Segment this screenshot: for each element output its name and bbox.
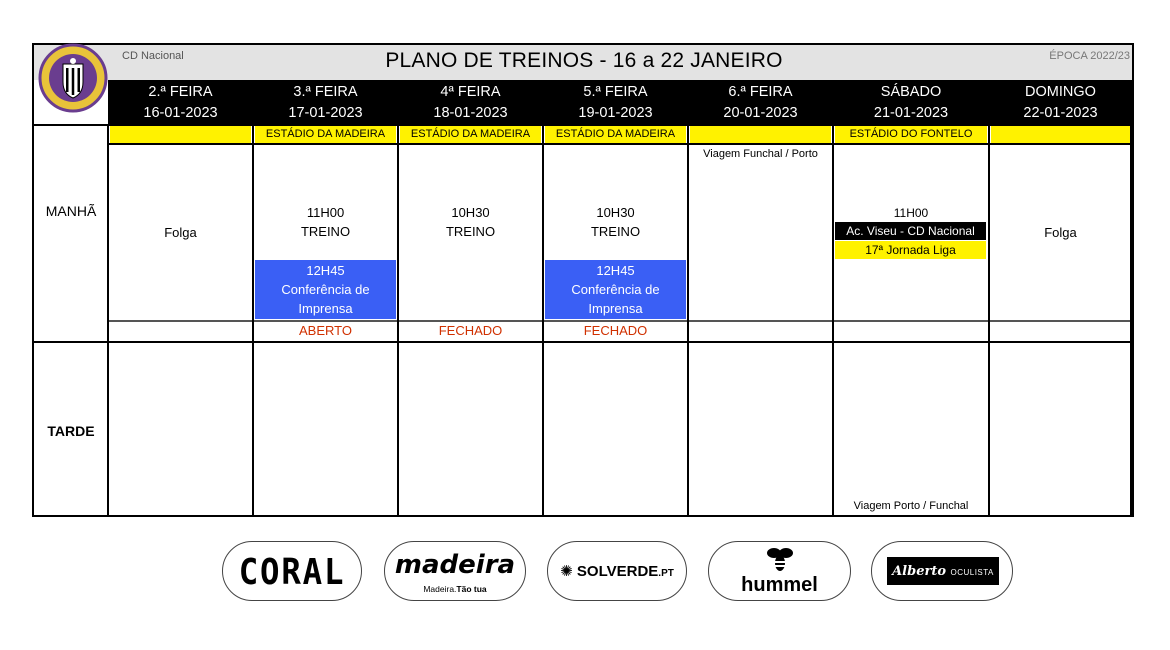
day-header-sun: DOMINGO 22-01-2023: [989, 80, 1132, 124]
venue-fri: [690, 126, 831, 143]
day-header-wed: 4ª FEIRA 18-01-2023: [398, 80, 543, 124]
tue-status: ABERTO: [299, 323, 352, 338]
season-label: ÉPOCA 2022/23: [1049, 50, 1130, 62]
tue-press-conference: 12H45 Conferência de Imprensa: [255, 260, 396, 319]
venue-mon: [110, 126, 251, 143]
venue-wed: ESTÁDIO DA MADEIRA: [400, 126, 541, 143]
day-header-fri: 6.ª FEIRA 20-01-2023: [688, 80, 833, 124]
mon-morning-rest: Folga: [164, 225, 197, 240]
training-plan-sheet: [32, 43, 1134, 517]
alberto-logo: Alberto OCULISTA: [887, 557, 999, 585]
madeira-tagline: Madeira.Tão tua: [423, 584, 487, 594]
wed-status: FECHADO: [438, 323, 503, 338]
sponsor-strip: [0, 541, 1170, 603]
sun-morning-rest: Folga: [1044, 225, 1077, 240]
solverde-sun-icon: ✺: [560, 563, 573, 580]
venue-sun: [991, 126, 1132, 143]
grid-line: [397, 124, 399, 517]
sat-match: Ac. Viseu - CD Nacional: [835, 222, 986, 240]
tue-training: 11H00 TREINO: [300, 205, 351, 239]
hummel-bee-icon: [765, 545, 795, 573]
grid-line: [832, 124, 834, 517]
sat-return-travel: Viagem Porto / Funchal: [853, 500, 969, 512]
row-label-afternoon: TARDE: [47, 423, 95, 439]
page-title: PLANO DE TREINOS - 16 a 22 JANEIRO: [385, 49, 783, 72]
venue-thu: ESTÁDIO DA MADEIRA: [545, 126, 686, 143]
sponsor-madeira[interactable]: [384, 541, 526, 601]
thu-training: 10H30 TREINO: [590, 205, 641, 239]
hummel-logo: hummel: [741, 574, 818, 596]
sponsor-hummel[interactable]: [708, 541, 851, 601]
fri-travel: Viagem Funchal / Porto: [703, 148, 818, 160]
grid-line: [687, 124, 689, 517]
day-header-sat: SÁBADO 21-01-2023: [833, 80, 989, 124]
grid-line: [252, 124, 254, 517]
thu-status: FECHADO: [583, 323, 648, 338]
row-label-morning: MANHÃ: [45, 203, 97, 219]
sponsor-coral[interactable]: [222, 541, 362, 601]
thu-press-conference: 12H45 Conferência de Imprensa: [545, 260, 686, 319]
madeira-logo: madeira: [394, 550, 516, 580]
session-divider: [34, 341, 1132, 343]
day-header-tue: 3.ª FEIRA 17-01-2023: [253, 80, 398, 124]
grid-line: [542, 124, 544, 517]
venue-sat: ESTÁDIO DO FONTELO: [835, 126, 987, 143]
coral-logo: CORAL: [238, 552, 346, 593]
sponsor-solverde[interactable]: [547, 541, 687, 601]
day-header-thu: 5.ª FEIRA 19-01-2023: [543, 80, 688, 124]
venue-row-bottom-line: [108, 143, 1132, 145]
club-crest-icon: [38, 42, 108, 114]
grid-line: [988, 124, 990, 517]
sponsor-alberto-oculista[interactable]: [871, 541, 1013, 601]
sat-match-time: 11H00: [893, 206, 929, 220]
venue-tue: ESTÁDIO DA MADEIRA: [255, 126, 396, 143]
grid-line: [107, 124, 109, 517]
day-header-mon: 2.ª FEIRA 16-01-2023: [108, 80, 253, 124]
sat-round: 17ª Jornada Liga: [835, 241, 986, 259]
solverde-logo: ✺ SOLVERDE.PT: [560, 563, 674, 580]
grid-line: [1130, 124, 1132, 517]
wed-training: 10H30 TREINO: [445, 205, 496, 239]
club-name: CD Nacional: [122, 50, 184, 62]
